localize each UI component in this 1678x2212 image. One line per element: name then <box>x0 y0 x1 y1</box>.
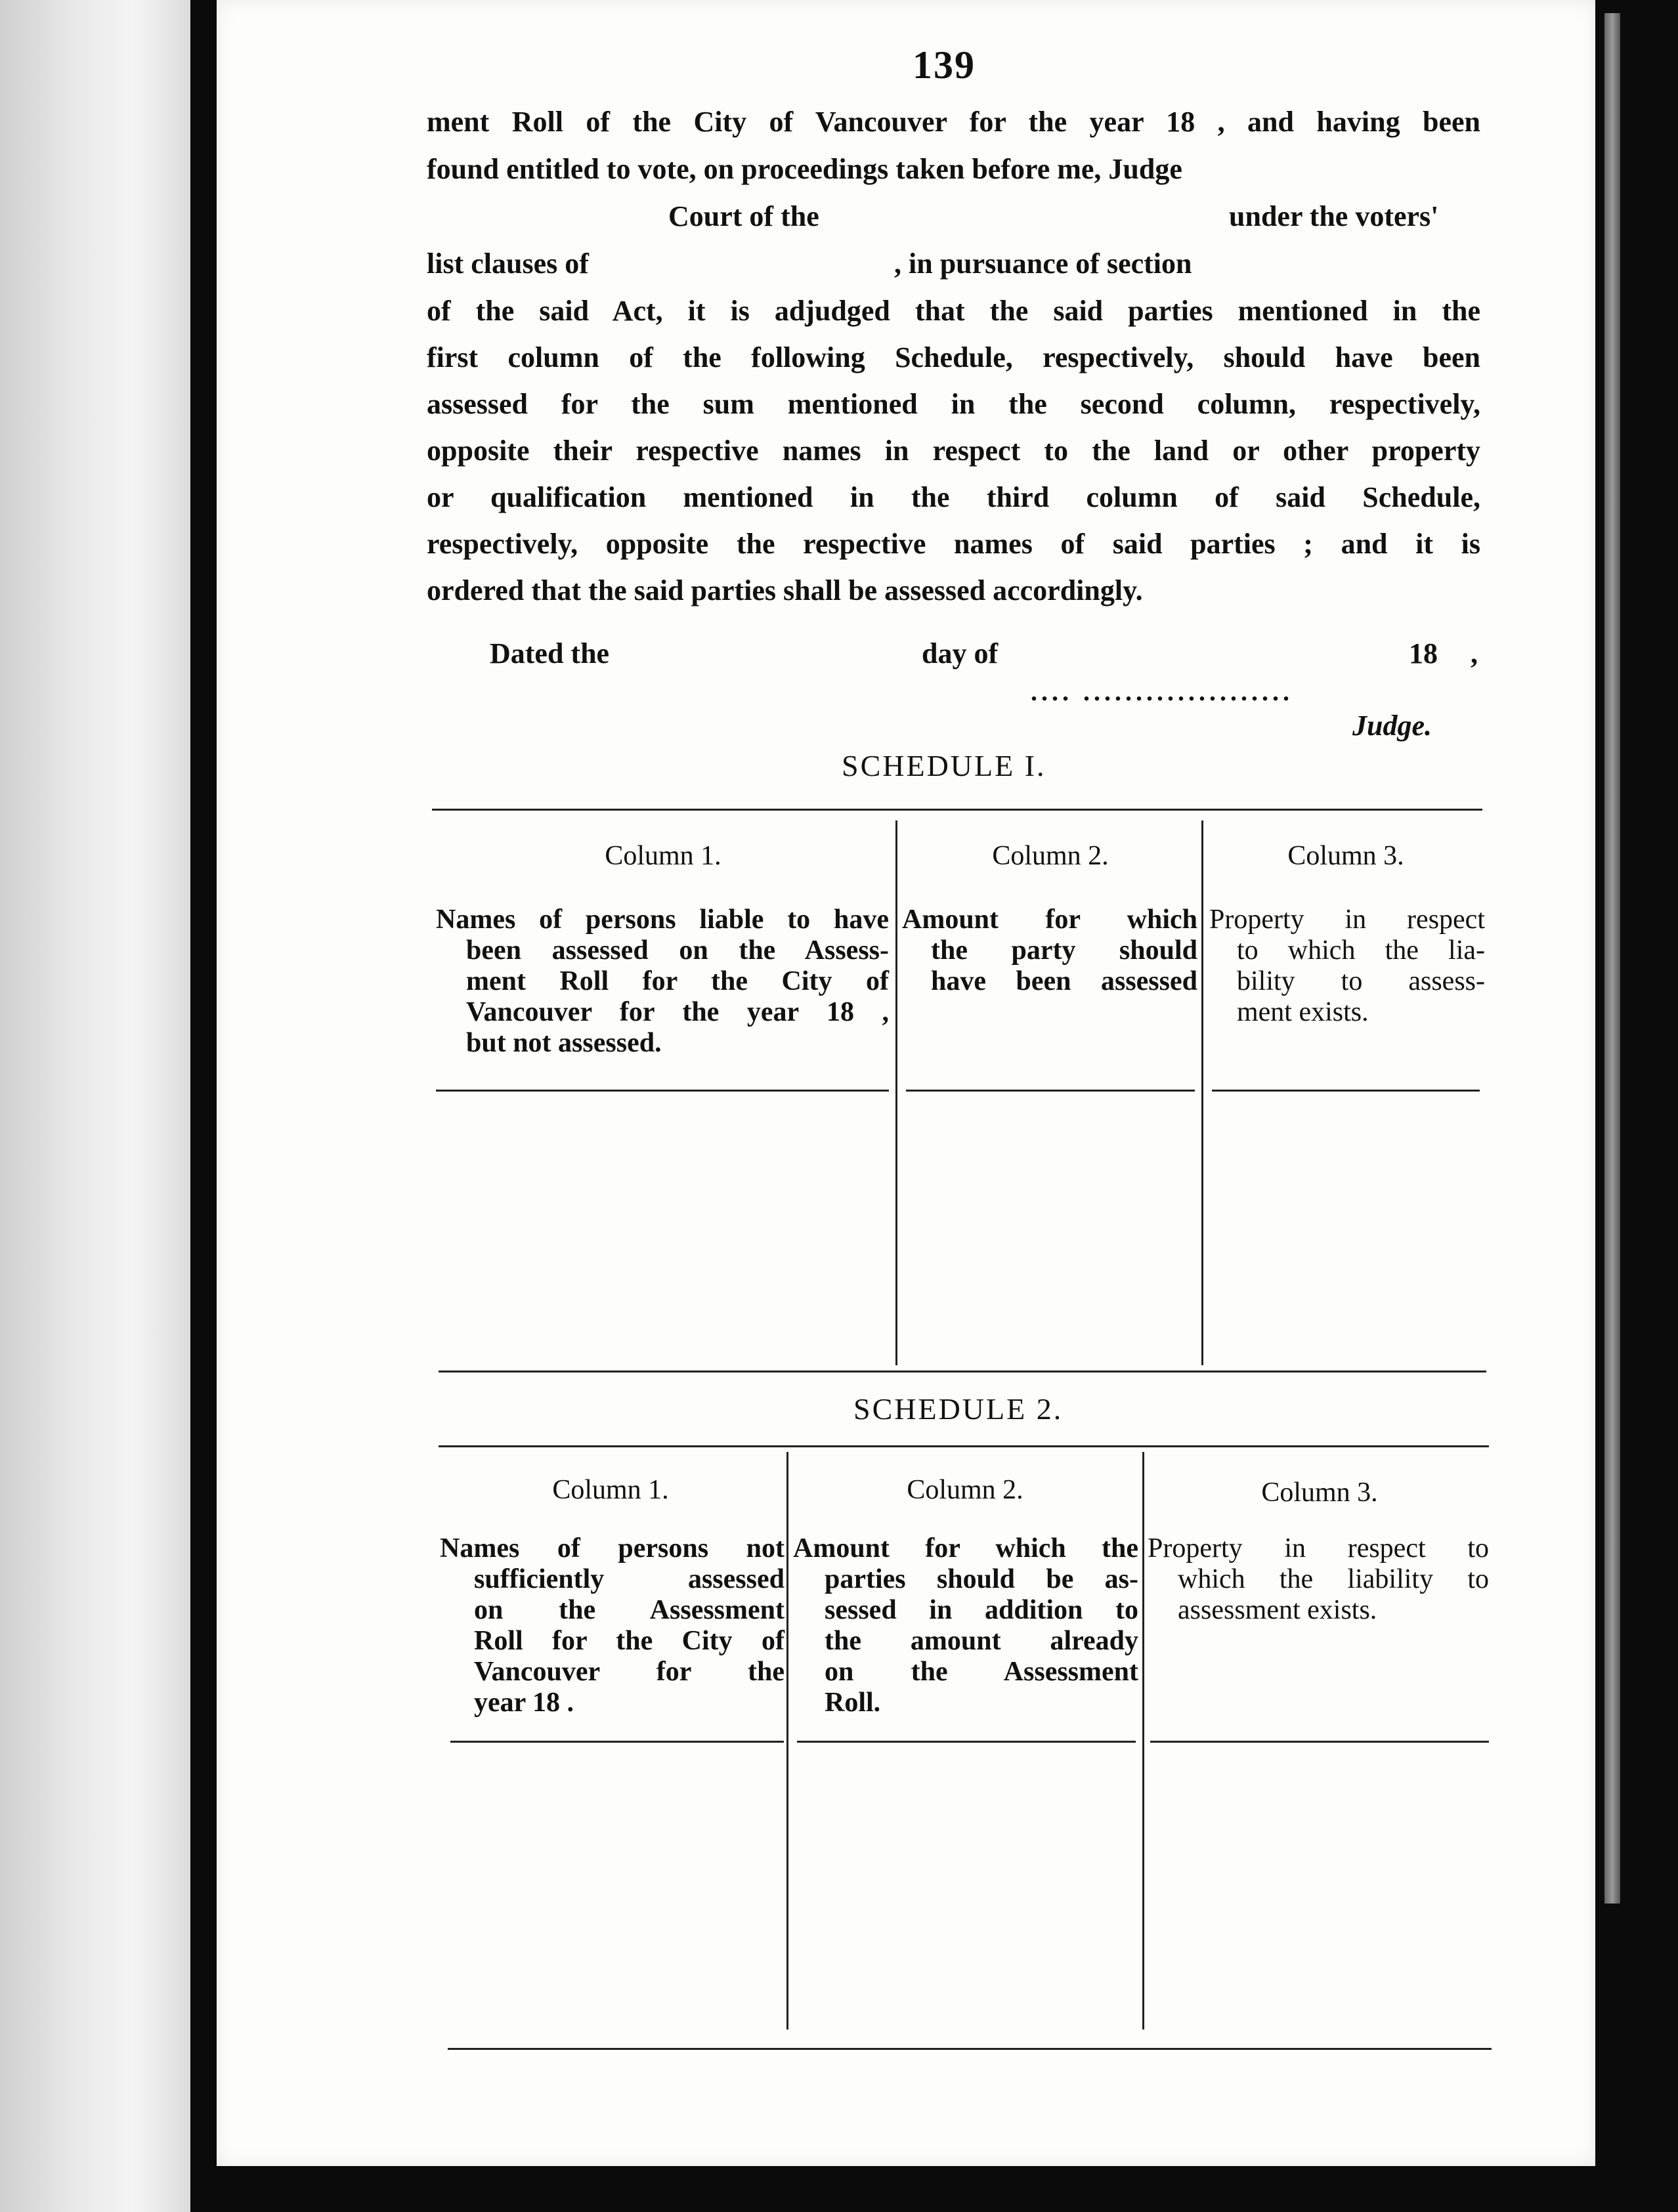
text-line: to which the lia- <box>1237 935 1485 966</box>
text-line: sufficiently assessed <box>474 1564 785 1594</box>
text-line: Vancouver for the year 18 , <box>466 997 889 1027</box>
text-line: the amount already <box>825 1626 1138 1656</box>
text-line: Roll. <box>825 1688 881 1718</box>
schedule-1-column-2-heading: Column 2. <box>992 841 1109 871</box>
schedule-2-column-1-text <box>440 1533 785 1718</box>
text-line: Property in respect to <box>1148 1533 1489 1563</box>
schedule-1-column-1-text <box>436 904 889 1059</box>
bottom-border <box>217 2166 1595 2212</box>
schedule-2-column-2-heading: Column 2. <box>907 1475 1023 1505</box>
schedule-2-column-3-heading: Column 3. <box>1261 1478 1378 1508</box>
text-line: ment Roll for the City of <box>466 966 889 996</box>
body-line-7: assessed for the sum mentioned in the second column, respectively, <box>427 388 1480 420</box>
body-line-1: ment Roll of the City of Vancouver for the year 18 , and having been <box>427 106 1480 138</box>
schedule-1-column-3-heading: Column 3. <box>1287 841 1404 871</box>
schedule-1-row-rule-3 <box>1212 1090 1480 1092</box>
schedule-2-divider-2 <box>1142 1452 1144 2030</box>
text-line: the party should <box>931 935 1197 966</box>
text-line: Amount for which the <box>793 1533 1138 1563</box>
year-prefix: 18 <box>1409 637 1438 670</box>
page-number: 139 <box>913 43 976 87</box>
text-line: on the Assessment <box>474 1595 785 1625</box>
schedule-2-column-2-text <box>793 1533 1138 1718</box>
text-line: ment exists. <box>1237 997 1369 1027</box>
text-line: Names of persons not <box>440 1533 785 1563</box>
text-line: been assessed on the Assess- <box>466 935 889 966</box>
judge-label: Judge. <box>1352 710 1432 742</box>
schedule-1-row-rule-1 <box>436 1090 889 1092</box>
text-line: parties should be as- <box>825 1564 1138 1594</box>
text-line: on the Assessment <box>825 1657 1138 1687</box>
day-of-label: day of <box>922 637 999 670</box>
body-line-11: ordered that the said parties shall be assessed accordingly. <box>427 574 1143 606</box>
text-line: Amount for which <box>902 904 1197 935</box>
body-line-3b: under the voters' <box>1229 200 1439 232</box>
text-line: have been assessed <box>931 966 1197 996</box>
page-stack-edge <box>1604 13 1620 1904</box>
schedule-1-column-1-heading: Column 1. <box>605 841 721 871</box>
schedule-1-bottom-rule <box>439 1371 1486 1372</box>
schedule-2-row-rule-1 <box>450 1741 784 1743</box>
text-line: year 18 . <box>474 1688 574 1718</box>
body-line-5: of the said Act, it is adjudged that the said parties mentioned in the <box>427 295 1480 327</box>
body-line-2: found entitled to vote, on proceedings taken before me, Judge <box>427 153 1182 185</box>
text-line: but not assessed. <box>466 1028 662 1058</box>
text-line: Property in respect <box>1209 904 1485 935</box>
gutter <box>190 0 217 2212</box>
dated-the-label: Dated the <box>490 637 610 670</box>
body-line-4b: , in pursuance of section <box>894 247 1192 280</box>
schedule-2-divider-1 <box>786 1452 788 2030</box>
body-line-3a: Court of the <box>668 200 819 232</box>
body-line-4a: list clauses of <box>427 247 589 280</box>
text-line: bility to assess- <box>1237 966 1485 996</box>
signature-line: .... .................... <box>1031 677 1293 706</box>
text-line: Names of persons liable to have <box>436 904 889 935</box>
text-line: Roll for the City of <box>474 1626 785 1656</box>
adjacent-page-edge <box>0 0 190 2212</box>
schedule-2-bottom-rule <box>448 2048 1492 2050</box>
text-line: which the liability to <box>1178 1564 1489 1594</box>
body-line-10: respectively, opposite the respective names of said parties ; and it is <box>427 528 1480 560</box>
schedule-2-row-rule-2 <box>797 1741 1136 1743</box>
schedule-2-column-3-text <box>1148 1533 1489 1626</box>
schedule-2-title: SCHEDULE 2. <box>853 1392 1064 1426</box>
schedule-1-row-rule-2 <box>906 1090 1195 1092</box>
dated-comma: , <box>1471 637 1478 670</box>
right-border <box>1595 0 1678 2212</box>
body-line-6: first column of the following Schedule, respectively, should have been <box>427 341 1480 373</box>
body-line-8: opposite their respective names in respect to the land or other property <box>427 435 1480 467</box>
schedule-1-divider-1 <box>895 820 897 1365</box>
schedule-1-title: SCHEDULE I. <box>842 749 1046 782</box>
schedule-1-top-rule <box>432 809 1482 811</box>
text-line: Vancouver for the <box>474 1657 785 1687</box>
schedule-1-column-3-text <box>1209 904 1485 1028</box>
schedule-1-divider-2 <box>1201 820 1203 1365</box>
schedule-2-column-1-heading: Column 1. <box>552 1475 669 1505</box>
schedule-2-top-rule <box>439 1445 1489 1447</box>
schedule-1-column-2-text <box>902 904 1197 997</box>
text-line: assessment exists. <box>1178 1595 1377 1625</box>
schedule-2-row-rule-3 <box>1150 1741 1489 1743</box>
text-line: sessed in addition to <box>825 1595 1138 1625</box>
body-line-9: or qualification mentioned in the third column of said Schedule, <box>427 481 1480 513</box>
